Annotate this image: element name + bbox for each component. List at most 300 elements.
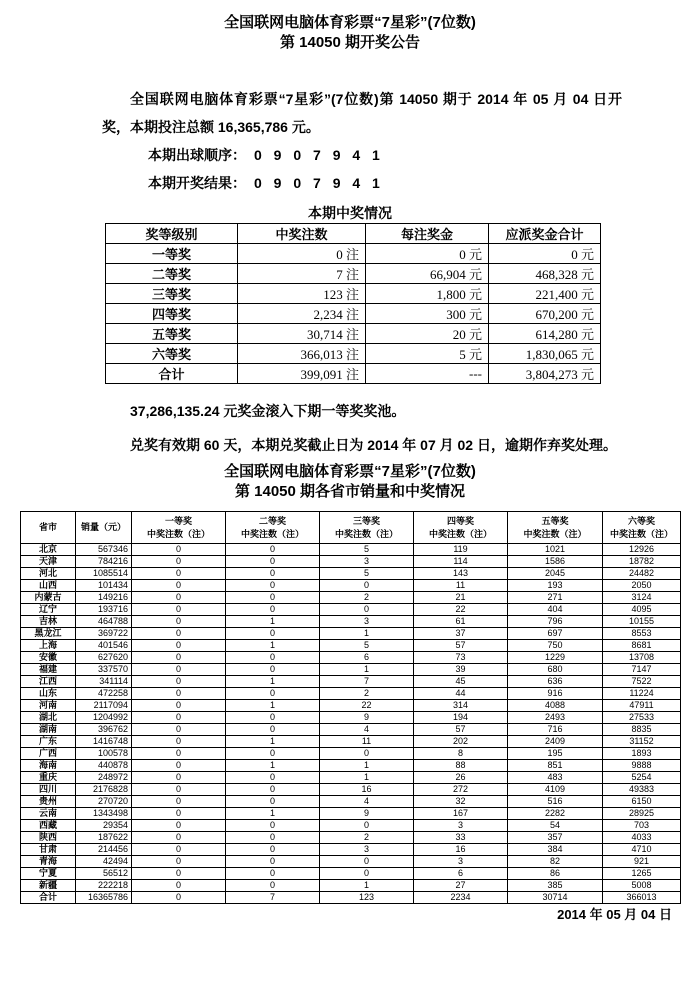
- table-cell: 472258: [76, 688, 132, 700]
- table-row: [21, 880, 681, 892]
- table-cell: 12926: [603, 544, 681, 556]
- table-cell: 57: [414, 724, 508, 736]
- table-cell: 0: [320, 580, 414, 592]
- table-cell: 270720: [76, 796, 132, 808]
- table-cell: 33: [414, 832, 508, 844]
- table-row: [106, 364, 601, 384]
- table-cell: 合计: [21, 892, 76, 904]
- table-cell: 0: [132, 868, 226, 880]
- table-cell: 0: [132, 568, 226, 580]
- table-cell: 4088: [508, 700, 603, 712]
- column-header: 中奖注数: [238, 224, 366, 244]
- table-cell: 123 注: [238, 284, 366, 304]
- table-cell: 2282: [508, 808, 603, 820]
- table-cell: 193: [508, 580, 603, 592]
- table-cell: 214456: [76, 844, 132, 856]
- table-cell: 357: [508, 832, 603, 844]
- table-cell: 1229: [508, 652, 603, 664]
- table-cell: 山东: [21, 688, 76, 700]
- table-cell: 7 注: [238, 264, 366, 284]
- table-cell: 167: [414, 808, 508, 820]
- table-cell: 750: [508, 640, 603, 652]
- table-cell: 1: [320, 772, 414, 784]
- table-cell: 1: [226, 640, 320, 652]
- table-cell: 2117094: [76, 700, 132, 712]
- table-cell: 2493: [508, 712, 603, 724]
- table-cell: 202: [414, 736, 508, 748]
- table-cell: 300 元: [366, 304, 489, 324]
- table-cell: 11224: [603, 688, 681, 700]
- table-cell: 2: [320, 688, 414, 700]
- table-cell: 0: [132, 640, 226, 652]
- table-row: [21, 844, 681, 856]
- table-cell: 0: [132, 688, 226, 700]
- table-cell: 3: [320, 844, 414, 856]
- table-cell: 1085514: [76, 568, 132, 580]
- table-cell: 辽宁: [21, 604, 76, 616]
- column-header: 应派奖金合计: [489, 224, 601, 244]
- table-cell: 宁夏: [21, 868, 76, 880]
- table-cell: 5: [320, 568, 414, 580]
- table-row: [21, 640, 681, 652]
- ball-order-value: 0 9 0 7 9 4 1: [254, 147, 384, 163]
- table-cell: 一等奖: [106, 244, 238, 264]
- table-cell: 7147: [603, 664, 681, 676]
- table-cell: 45: [414, 676, 508, 688]
- table-cell: 88: [414, 760, 508, 772]
- table-row: [21, 592, 681, 604]
- table-cell: 1,800 元: [366, 284, 489, 304]
- table-cell: 101434: [76, 580, 132, 592]
- table-cell: 1,830,065 元: [489, 344, 601, 364]
- section2-title-line1: 全国联网电脑体育彩票“7星彩”(7位数): [224, 463, 476, 480]
- table-cell: 1416748: [76, 736, 132, 748]
- table-cell: 10155: [603, 616, 681, 628]
- table-cell: 7: [226, 892, 320, 904]
- table-cell: 0: [226, 712, 320, 724]
- table-cell: 0: [320, 604, 414, 616]
- table-row: [21, 676, 681, 688]
- table-cell: 0: [132, 712, 226, 724]
- table-cell: 0: [320, 856, 414, 868]
- table-cell: 22: [414, 604, 508, 616]
- table-cell: 0: [226, 568, 320, 580]
- table-cell: 四等奖: [106, 304, 238, 324]
- table-cell: 3124: [603, 592, 681, 604]
- table-cell: 2045: [508, 568, 603, 580]
- table-cell: 0: [226, 556, 320, 568]
- table-cell: 0: [132, 664, 226, 676]
- table-cell: 0: [132, 808, 226, 820]
- table-cell: 8553: [603, 628, 681, 640]
- table-cell: 11: [320, 736, 414, 748]
- table-cell: 248972: [76, 772, 132, 784]
- table-cell: 0: [320, 868, 414, 880]
- table-cell: 9: [320, 712, 414, 724]
- table-cell: 24482: [603, 568, 681, 580]
- table-cell: 河南: [21, 700, 76, 712]
- table-cell: 2409: [508, 736, 603, 748]
- ball-order-label: 本期出球顺序：: [148, 147, 246, 163]
- table-cell: 0: [132, 748, 226, 760]
- table-cell: 5: [320, 544, 414, 556]
- table-cell: 73: [414, 652, 508, 664]
- table-cell: 49383: [603, 784, 681, 796]
- table-cell: 366013: [603, 892, 681, 904]
- table-cell: 三等奖: [106, 284, 238, 304]
- table-cell: 21: [414, 592, 508, 604]
- table-cell: 636: [508, 676, 603, 688]
- table-cell: 0: [132, 580, 226, 592]
- table-row: [106, 304, 601, 324]
- table-cell: 627620: [76, 652, 132, 664]
- table-cell: 27: [414, 880, 508, 892]
- table-cell: 0: [226, 724, 320, 736]
- table-row: [21, 664, 681, 676]
- table-cell: 0: [132, 616, 226, 628]
- page-title-line2: 第 14050 期开奖公告: [279, 34, 421, 51]
- table-cell: 0: [132, 700, 226, 712]
- table-row: [21, 808, 681, 820]
- table-row: [21, 604, 681, 616]
- table-row: [21, 868, 681, 880]
- rollover-text: 37,286,135.24 元奖金滚入下期一等奖奖池。: [130, 403, 406, 419]
- table-cell: 16365786: [76, 892, 132, 904]
- table-row: [21, 652, 681, 664]
- table-cell: 0: [132, 592, 226, 604]
- table-cell: 0: [132, 628, 226, 640]
- table-cell: 921: [603, 856, 681, 868]
- page-title-line1: 全国联网电脑体育彩票“7星彩”(7位数): [224, 14, 476, 31]
- table-cell: 1: [320, 628, 414, 640]
- table-cell: 3,804,273 元: [489, 364, 601, 384]
- table-cell: 0: [132, 856, 226, 868]
- table-cell: 1265: [603, 868, 681, 880]
- table-row: [21, 712, 681, 724]
- redeem-deadline-text: 兑奖有效期 60 天，本期兑奖截止日为 2014 年 07 月 02 日，逾期作弃奖处理。: [130, 437, 617, 453]
- table-cell: 8: [414, 748, 508, 760]
- table-cell: 河北: [21, 568, 76, 580]
- table-cell: 271: [508, 592, 603, 604]
- table-cell: 20 元: [366, 324, 489, 344]
- table-row: [21, 544, 681, 556]
- table-cell: 66,904 元: [366, 264, 489, 284]
- table-row: [106, 284, 601, 304]
- table-cell: 4109: [508, 784, 603, 796]
- table-cell: 464788: [76, 616, 132, 628]
- table-cell: 0: [132, 844, 226, 856]
- table-row: [21, 784, 681, 796]
- table-cell: 56512: [76, 868, 132, 880]
- table-cell: 16: [320, 784, 414, 796]
- column-header: 三等奖 中奖注数（注）: [320, 512, 414, 544]
- table-cell: 1: [320, 760, 414, 772]
- table-cell: 0: [226, 580, 320, 592]
- table-cell: 567346: [76, 544, 132, 556]
- table-cell: 0: [132, 832, 226, 844]
- table-row: [21, 856, 681, 868]
- table-cell: 北京: [21, 544, 76, 556]
- table-cell: 1: [320, 880, 414, 892]
- table-cell: 1: [226, 676, 320, 688]
- table-cell: 7522: [603, 676, 681, 688]
- table-cell: 云南: [21, 808, 76, 820]
- table-cell: 614,280 元: [489, 324, 601, 344]
- table-cell: 4095: [603, 604, 681, 616]
- table-cell: 0: [132, 652, 226, 664]
- prize-summary-table: [105, 223, 601, 384]
- section2-title-line2: 第 14050 期各省市销量和中奖情况: [234, 483, 466, 500]
- table-cell: 4: [320, 724, 414, 736]
- table-row: [106, 344, 601, 364]
- table-cell: 0: [320, 748, 414, 760]
- table-cell: 516: [508, 796, 603, 808]
- table-cell: 0: [226, 688, 320, 700]
- table-cell: 9: [320, 808, 414, 820]
- table-cell: 0: [132, 820, 226, 832]
- table-cell: 0: [132, 796, 226, 808]
- table-cell: 天津: [21, 556, 76, 568]
- table-cell: 0 元: [366, 244, 489, 264]
- table-cell: 内蒙古: [21, 592, 76, 604]
- table-cell: 0: [132, 544, 226, 556]
- table-row: [21, 688, 681, 700]
- table-cell: 黑龙江: [21, 628, 76, 640]
- table-cell: 山西: [21, 580, 76, 592]
- table-cell: 3: [320, 616, 414, 628]
- table-cell: 851: [508, 760, 603, 772]
- table-cell: 6: [414, 868, 508, 880]
- column-header: 省市: [21, 512, 76, 544]
- table-cell: 32: [414, 796, 508, 808]
- table-cell: 29354: [76, 820, 132, 832]
- table-cell: 上海: [21, 640, 76, 652]
- table-cell: 甘肃: [21, 844, 76, 856]
- table-cell: 61: [414, 616, 508, 628]
- table-cell: 0: [226, 880, 320, 892]
- intro-paragraph: 全国联网电脑体育彩票“7星彩”(7位数)第 14050 期于 2014 年 05 月 04 日开奖，本期投注总额 16,365,786 元。: [102, 91, 622, 135]
- table-cell: 2: [320, 592, 414, 604]
- table-cell: 4710: [603, 844, 681, 856]
- table-cell: 5008: [603, 880, 681, 892]
- table-cell: 2234: [414, 892, 508, 904]
- table-row: [21, 760, 681, 772]
- table-cell: 0 元: [489, 244, 601, 264]
- column-header: 二等奖 中奖注数（注）: [226, 512, 320, 544]
- table-cell: 合计: [106, 364, 238, 384]
- table-cell: 1: [226, 736, 320, 748]
- table-cell: 海南: [21, 760, 76, 772]
- table-cell: 0: [132, 724, 226, 736]
- column-header: 每注奖金: [366, 224, 489, 244]
- table-cell: 2050: [603, 580, 681, 592]
- table-cell: 100578: [76, 748, 132, 760]
- table-cell: 54: [508, 820, 603, 832]
- table-cell: 贵州: [21, 796, 76, 808]
- table-cell: 1021: [508, 544, 603, 556]
- table-cell: 0: [226, 628, 320, 640]
- table-cell: 0: [226, 772, 320, 784]
- table-cell: 221,400 元: [489, 284, 601, 304]
- table-cell: 0: [226, 796, 320, 808]
- table-cell: 314: [414, 700, 508, 712]
- table-cell: 陕西: [21, 832, 76, 844]
- table-cell: 385: [508, 880, 603, 892]
- table-cell: 1343498: [76, 808, 132, 820]
- table-row: [21, 820, 681, 832]
- table-row: [21, 628, 681, 640]
- table-cell: 福建: [21, 664, 76, 676]
- table-cell: 2,234 注: [238, 304, 366, 324]
- table-cell: 1: [226, 808, 320, 820]
- table-cell: 8835: [603, 724, 681, 736]
- table-cell: 四川: [21, 784, 76, 796]
- table-cell: 2: [320, 832, 414, 844]
- prize-table-title: 本期中奖情况: [308, 205, 392, 221]
- table-row: [21, 796, 681, 808]
- table-cell: 8681: [603, 640, 681, 652]
- table-cell: 483: [508, 772, 603, 784]
- column-header: 六等奖 中奖注数（注）: [603, 512, 681, 544]
- draw-result-line: [148, 169, 622, 197]
- table-cell: 703: [603, 820, 681, 832]
- table-cell: 0: [132, 676, 226, 688]
- table-cell: 0: [226, 652, 320, 664]
- table-cell: 5 元: [366, 344, 489, 364]
- table-row: [21, 892, 681, 904]
- table-cell: 吉林: [21, 616, 76, 628]
- table-cell: 0: [226, 784, 320, 796]
- table-cell: 30714: [508, 892, 603, 904]
- table-cell: 湖南: [21, 724, 76, 736]
- table-cell: 396762: [76, 724, 132, 736]
- table-cell: 82: [508, 856, 603, 868]
- table-cell: 30,714 注: [238, 324, 366, 344]
- table-cell: 0: [226, 820, 320, 832]
- table-cell: 42494: [76, 856, 132, 868]
- table-cell: 0: [132, 760, 226, 772]
- table-cell: 0: [226, 748, 320, 760]
- table-cell: 222218: [76, 880, 132, 892]
- table-cell: 680: [508, 664, 603, 676]
- table-cell: 195: [508, 748, 603, 760]
- table-cell: 7: [320, 676, 414, 688]
- table-cell: 0: [226, 604, 320, 616]
- table-cell: 143: [414, 568, 508, 580]
- table-row: [21, 580, 681, 592]
- table-cell: 44: [414, 688, 508, 700]
- table-cell: 28925: [603, 808, 681, 820]
- table-cell: 0: [226, 592, 320, 604]
- table-cell: 0: [132, 556, 226, 568]
- table-cell: 4: [320, 796, 414, 808]
- table-cell: 安徽: [21, 652, 76, 664]
- table-cell: 西藏: [21, 820, 76, 832]
- table-cell: 1: [226, 700, 320, 712]
- table-cell: 二等奖: [106, 264, 238, 284]
- table-cell: 1: [320, 664, 414, 676]
- table-cell: 3: [414, 856, 508, 868]
- table-row: [21, 736, 681, 748]
- table-cell: 0: [320, 820, 414, 832]
- table-cell: 0: [226, 664, 320, 676]
- table-cell: 187622: [76, 832, 132, 844]
- table-cell: 重庆: [21, 772, 76, 784]
- table-cell: 0: [132, 784, 226, 796]
- column-header: 五等奖 中奖注数（注）: [508, 512, 603, 544]
- table-cell: 广东: [21, 736, 76, 748]
- table-cell: 5: [320, 640, 414, 652]
- draw-result-label: 本期开奖结果：: [148, 175, 246, 191]
- table-cell: 272: [414, 784, 508, 796]
- table-cell: 39: [414, 664, 508, 676]
- ball-order-line: [148, 141, 622, 169]
- table-cell: 3: [414, 820, 508, 832]
- table-cell: 广西: [21, 748, 76, 760]
- table-cell: 366,013 注: [238, 344, 366, 364]
- table-row: [21, 616, 681, 628]
- table-cell: 916: [508, 688, 603, 700]
- table-cell: 404: [508, 604, 603, 616]
- table-row: [21, 700, 681, 712]
- table-cell: 2176828: [76, 784, 132, 796]
- table-row: [21, 568, 681, 580]
- table-cell: 0: [132, 880, 226, 892]
- table-cell: 440878: [76, 760, 132, 772]
- table-cell: ---: [366, 364, 489, 384]
- table-row: [21, 724, 681, 736]
- table-cell: 1204992: [76, 712, 132, 724]
- table-cell: 57: [414, 640, 508, 652]
- table-cell: 0: [132, 892, 226, 904]
- province-sales-table: [20, 511, 681, 904]
- table-cell: 新疆: [21, 880, 76, 892]
- table-row: [21, 748, 681, 760]
- table-row: [21, 772, 681, 784]
- table-cell: 1: [226, 616, 320, 628]
- table-cell: 468,328 元: [489, 264, 601, 284]
- column-header: 销量（元）: [76, 512, 132, 544]
- table-cell: 9888: [603, 760, 681, 772]
- table-cell: 784216: [76, 556, 132, 568]
- table-cell: 31152: [603, 736, 681, 748]
- column-header: 奖等级别: [106, 224, 238, 244]
- table-cell: 1: [226, 760, 320, 772]
- table-row: [106, 324, 601, 344]
- table-cell: 0: [132, 604, 226, 616]
- table-cell: 341114: [76, 676, 132, 688]
- table-cell: 119: [414, 544, 508, 556]
- table-cell: 37: [414, 628, 508, 640]
- table-cell: 114: [414, 556, 508, 568]
- table-cell: 11: [414, 580, 508, 592]
- table-cell: 1586: [508, 556, 603, 568]
- table-cell: 716: [508, 724, 603, 736]
- table-cell: 6: [320, 652, 414, 664]
- table-cell: 4033: [603, 832, 681, 844]
- footer-date: 2014 年 05 月 04 日: [557, 907, 672, 922]
- table-cell: 123: [320, 892, 414, 904]
- table-cell: 湖北: [21, 712, 76, 724]
- table-cell: 27533: [603, 712, 681, 724]
- table-cell: 18782: [603, 556, 681, 568]
- table-cell: 796: [508, 616, 603, 628]
- header-row: [21, 512, 681, 544]
- table-cell: 16: [414, 844, 508, 856]
- table-cell: 86: [508, 868, 603, 880]
- table-cell: 0: [132, 772, 226, 784]
- table-cell: 5254: [603, 772, 681, 784]
